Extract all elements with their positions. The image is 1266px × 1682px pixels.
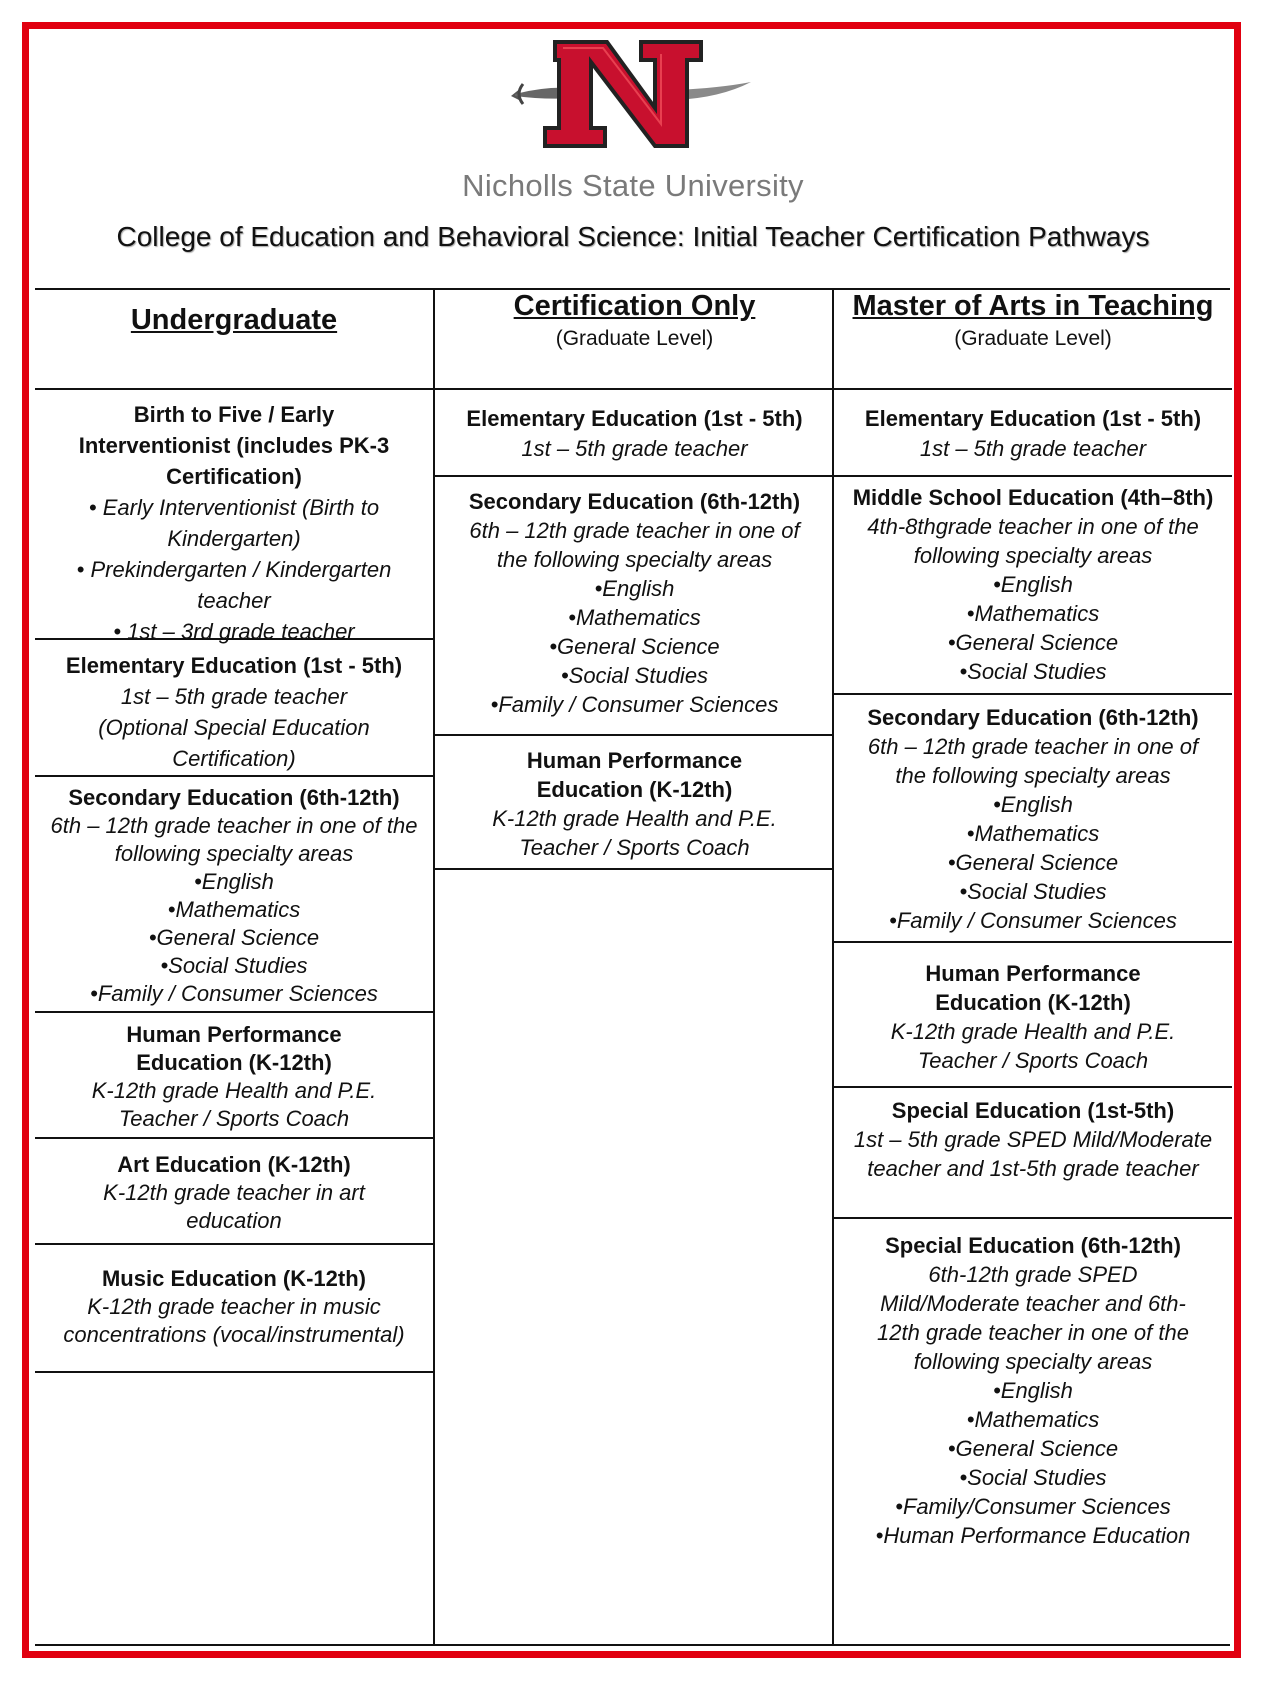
item-list [41,868,427,1008]
column-subheading: (Graduate Level) [954,327,1112,350]
birth-to-five-cell [35,390,433,644]
list-item: •Social Studies [160,953,308,978]
item-list [840,1376,1226,1550]
item-list [840,790,1226,935]
cell-title: Elementary Education (1st - 5th) [466,406,803,431]
list-item: •Human Performance Education [875,1523,1191,1548]
list-item: •General Science [947,1436,1119,1461]
list-item: • Prekindergarten / Kindergarten teacher [76,557,392,613]
cell-title: Human Performance Education (K-12th) [526,748,743,802]
human-performance-cell [834,943,1232,1088]
undergraduate-header [35,290,433,390]
cell-title: Music Education (K-12th) [101,1266,366,1291]
list-item: •Family/Consumer Sciences [895,1494,1171,1519]
cell-title: Elementary Education (1st - 5th) [65,653,403,678]
cell-description: K-12th grade Health and P.E. Teacher / Sports Coach [91,1078,377,1131]
master-of-arts-header [834,290,1232,390]
list-item: •Mathematics [568,605,701,630]
elementary-education-cell [834,390,1232,477]
column-heading: Certification Only [513,290,756,322]
cell-description: K-12th grade teacher in art education [103,1180,365,1233]
list-item: •General Science [148,925,320,950]
human-performance-cell [35,1013,433,1139]
undergraduate-column [35,290,433,1644]
column-subheading: (Graduate Level) [555,327,714,350]
column-heading: Undergraduate [130,304,338,336]
special-education-6-12-cell [834,1219,1232,1555]
list-item: •General Science [947,850,1119,875]
cell-title: Art Education (K-12th) [117,1152,351,1177]
master-of-arts-column [832,290,1232,1644]
human-performance-cell [435,736,834,870]
cell-title: Secondary Education (6th-12th) [68,785,400,810]
cell-description: K-12th grade Health and P.E. Teacher / Sports Coach [890,1019,1176,1073]
secondary-education-cell [35,777,433,1013]
list-item: •English [594,576,675,601]
list-item: •Family / Consumer Sciences [90,981,378,1006]
list-item: • 1st – 3rd grade teacher [113,619,355,644]
secondary-education-cell [834,695,1232,943]
list-item: •English [194,869,274,894]
middle-school-cell [834,477,1232,695]
cell-description: 6th – 12th grade teacher in one of the following specialty areas [469,518,800,572]
cell-title: Special Education (1st-5th) [891,1098,1175,1123]
list-item: •Social Studies [959,879,1107,904]
cell-title: Human Performance Education (K-12th) [126,1022,342,1075]
item-list [441,574,828,719]
list-item: •General Science [549,634,720,659]
cell-description: K-12th grade teacher in music concentrations (vocal/instrumental) [63,1294,405,1347]
list-item: •Mathematics [167,897,301,922]
art-education-cell [35,1139,433,1245]
cell-description: 6th – 12th grade teacher in one of the following specialty areas [50,813,418,866]
list-item: •Social Studies [959,1465,1107,1490]
cell-description: 4th-8thgrade teacher in one of the following specialty areas [867,514,1199,568]
nicholls-logo-icon [505,38,755,150]
elementary-education-cell [435,390,834,477]
list-item: •Mathematics [966,601,1100,626]
cell-note: (Optional Special Education Certification) [98,715,370,771]
secondary-education-cell [435,477,834,736]
document-title: College of Education and Behavioral Science: Initial Teacher Certification Pathways [116,221,1150,252]
cell-description: K-12th grade Health and P.E. Teacher / Sports Coach [492,806,777,860]
list-item: •Social Studies [959,659,1107,684]
cell-title: Secondary Education (6th-12th) [867,705,1199,730]
list-item: •General Science [947,630,1119,655]
list-item: •Social Studies [560,663,709,688]
list-item: •Family / Consumer Sciences [490,692,779,717]
cell-title: Human Performance Education (K-12th) [925,961,1141,1015]
cell-description: 1st – 5th grade teacher [919,436,1147,461]
cell-title: Special Education (6th-12th) [885,1233,1181,1258]
list-item: • Early Interventionist (Birth to Kindergarten) [88,495,380,551]
list-item: •Mathematics [966,821,1100,846]
list-item: •English [993,792,1073,817]
item-list [41,492,427,647]
list-item: •English [993,572,1073,597]
certification-only-column [433,290,834,1644]
cell-description: 6th – 12th grade teacher in one of the following specialty areas [867,734,1199,788]
special-education-1-5-cell [834,1088,1232,1219]
list-item: •Family / Consumer Sciences [889,908,1177,933]
cell-description: 1st – 5th grade SPED Mild/Moderate teacher and 1st-5th grade teacher [853,1127,1213,1181]
column-heading: Master of Arts in Teaching [852,290,1214,322]
list-item: •English [993,1378,1073,1403]
cell-title: Secondary Education (6th-12th) [468,489,801,514]
cell-title: Middle School Education (4th–8th) [852,485,1214,510]
cell-title: Elementary Education (1st - 5th) [864,406,1202,431]
university-name: Nicholls State University [462,168,804,203]
cell-description: 6th-12th grade SPED Mild/Moderate teacher and 6th-12th grade teacher in one of the following specialty areas [877,1262,1189,1374]
music-education-cell [35,1245,433,1373]
certification-only-header [435,290,834,390]
cell-title: Birth to Five / Early Interventionist (includes PK-3 Certification) [78,402,390,489]
cell-description: 1st – 5th grade teacher [120,684,348,709]
list-item: •Mathematics [966,1407,1100,1432]
cell-description: 1st – 5th grade teacher [521,436,748,461]
item-list [840,570,1226,686]
pathways-table [35,288,1230,1646]
elementary-education-cell [35,640,433,777]
